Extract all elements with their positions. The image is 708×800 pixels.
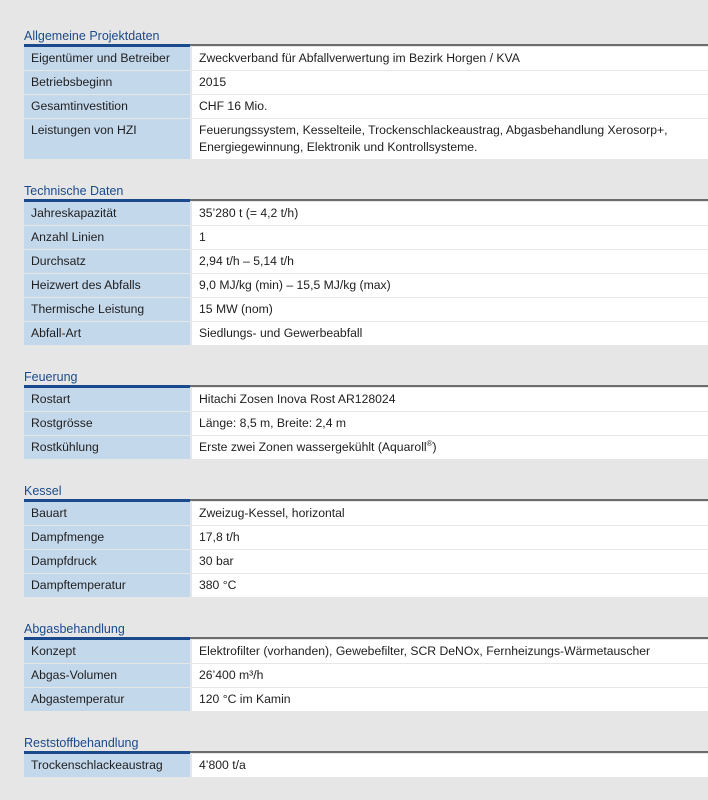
row-label: Dampfmenge [24, 526, 190, 549]
row-label: Jahreskapazität [24, 202, 190, 225]
table-row [24, 388, 708, 411]
section-divider [24, 44, 708, 46]
section-title: Kessel [24, 484, 62, 498]
section-title: Abgasbehandlung [24, 622, 125, 636]
section-reststoffbehandlung [0, 735, 708, 777]
section-abgasbehandlung [0, 621, 708, 711]
row-value: 120 °C im Kamin [192, 688, 708, 711]
table-row [24, 574, 708, 597]
table-row [24, 688, 708, 711]
row-value-text: Erste zwei Zonen wassergekühlt (Aquaroll [199, 440, 427, 454]
row-value: 35’280 t (= 4,2 t/h) [192, 202, 708, 225]
section-kessel [0, 483, 708, 597]
table-row [24, 550, 708, 573]
table-row [24, 754, 708, 777]
section-feuerung [0, 369, 708, 459]
row-value: 17,8 t/h [192, 526, 708, 549]
row-label: Heizwert des Abfalls [24, 274, 190, 297]
row-value: Zweckverband für Abfallverwertung im Bezirk Horgen / KVA [192, 47, 708, 70]
table-row [24, 47, 708, 70]
row-value: 26’400 m³/h [192, 664, 708, 687]
table-row [24, 526, 708, 549]
row-label: Gesamtinvestition [24, 95, 190, 118]
table-row [24, 274, 708, 297]
row-label: Dampfdruck [24, 550, 190, 573]
table-row [24, 119, 708, 159]
table-row [24, 502, 708, 525]
registered-mark: ® [426, 438, 433, 448]
row-value: 9,0 MJ/kg (min) – 15,5 MJ/kg (max) [192, 274, 708, 297]
row-label: Abgastemperatur [24, 688, 190, 711]
row-label: Durchsatz [24, 250, 190, 273]
row-value [192, 119, 708, 159]
table-row [24, 95, 708, 118]
section-divider [24, 751, 708, 753]
row-value-line-1: Feuerungssystem, Kesselteile, Trockenschlackeaustrag, Abgasbehandlung Xerosorp+, [199, 123, 668, 137]
section-divider [24, 637, 708, 639]
row-value: Siedlungs- und Gewerbeabfall [192, 322, 708, 345]
row-value: 2,94 t/h – 5,14 t/h [192, 250, 708, 273]
row-value: Elektrofilter (vorhanden), Gewebefilter, SCR DeNOx, Fernheizungs-Wärmetauscher [192, 640, 708, 663]
section-divider [24, 499, 708, 501]
row-value: Länge: 8,5 m, Breite: 2,4 m [192, 412, 708, 435]
table-row [24, 640, 708, 663]
row-value-tail: ) [432, 440, 437, 454]
section-title: Technische Daten [24, 184, 124, 198]
table-row [24, 436, 708, 459]
row-value: 4’800 t/a [192, 754, 708, 777]
row-value-line-2: Energiegewinnung, Elektronik und Kontrollsysteme. [199, 140, 478, 154]
row-label: Rostgrösse [24, 412, 190, 435]
row-label: Betriebsbeginn [24, 71, 190, 94]
table-row [24, 664, 708, 687]
row-value: CHF 16 Mio. [192, 95, 708, 118]
table-row [24, 202, 708, 225]
row-value: 15 MW (nom) [192, 298, 708, 321]
row-value: 2015 [192, 71, 708, 94]
row-label: Leistungen von HZI [24, 119, 190, 159]
table-row [24, 226, 708, 249]
table-row [24, 412, 708, 435]
row-label: Abfall-Art [24, 322, 190, 345]
row-label: Bauart [24, 502, 190, 525]
section-technische-daten [0, 183, 708, 345]
row-value: Zweizug-Kessel, horizontal [192, 502, 708, 525]
section-title: Feuerung [24, 370, 78, 384]
row-label: Konzept [24, 640, 190, 663]
section-title: Allgemeine Projektdaten [24, 29, 160, 43]
section-title: Reststoffbehandlung [24, 736, 139, 750]
section-allgemeine-projektdaten [0, 28, 708, 159]
row-label: Rostart [24, 388, 190, 411]
row-label: Thermische Leistung [24, 298, 190, 321]
row-label: Dampftemperatur [24, 574, 190, 597]
row-value: 30 bar [192, 550, 708, 573]
row-label: Rostkühlung [24, 436, 190, 459]
row-value: 380 °C [192, 574, 708, 597]
section-divider [24, 385, 708, 387]
table-row [24, 298, 708, 321]
row-value [192, 436, 708, 459]
row-value: 1 [192, 226, 708, 249]
row-label: Anzahl Linien [24, 226, 190, 249]
row-value: Hitachi Zosen Inova Rost AR128024 [192, 388, 708, 411]
table-row [24, 250, 708, 273]
table-row [24, 71, 708, 94]
row-label: Trockenschlackeaustrag [24, 754, 190, 777]
table-row [24, 322, 708, 345]
section-divider [24, 199, 708, 201]
row-label: Abgas-Volumen [24, 664, 190, 687]
row-label: Eigentümer und Betreiber [24, 47, 190, 70]
